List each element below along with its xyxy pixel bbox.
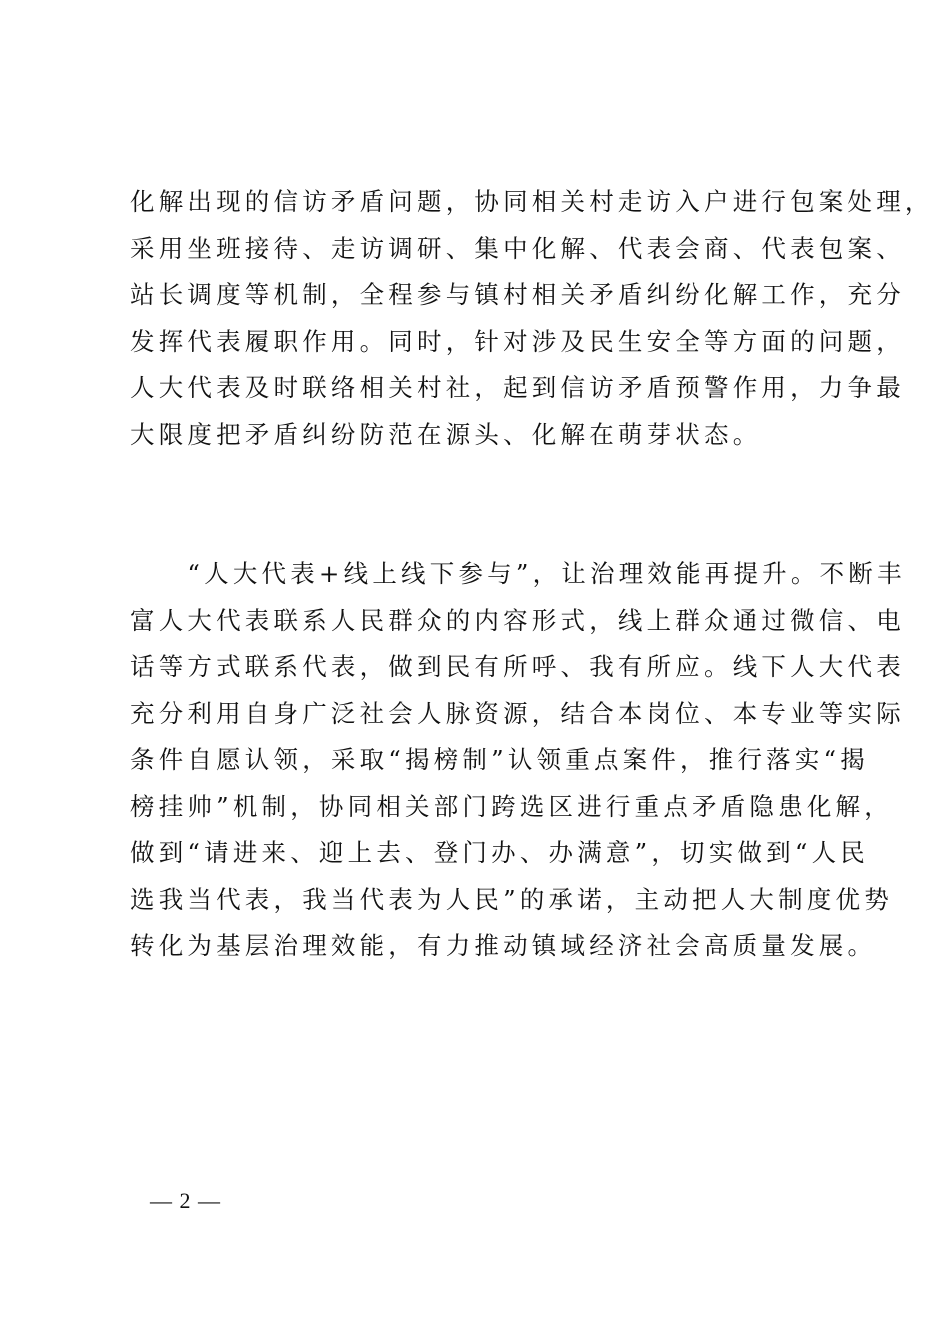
- page-number: — 2 —: [150, 1188, 221, 1213]
- paragraph-line: 富人大代表联系人民群众的内容形式，线上群众通过微信、电: [130, 605, 905, 635]
- paragraph-line: “人大代表+线上线下参与”，让治理效能再提升。不断丰: [130, 559, 906, 588]
- paragraph-line: 采用坐班接待、走访调研、集中化解、代表会商、代表包案、: [130, 233, 905, 263]
- paragraph-line: 发挥代表履职作用。同时，针对涉及民生安全等方面的问题，: [130, 326, 905, 356]
- paragraph-line: 大限度把矛盾纠纷防范在源头、化解在萌芽状态。: [130, 419, 762, 449]
- paragraph-line: 充分利用自身广泛社会人脉资源，结合本岗位、本专业等实际: [130, 698, 905, 728]
- paragraph-line: 人大代表及时联络相关村社，起到信访矛盾预警作用，力争最: [130, 373, 905, 402]
- paragraph-line: 做到“请进来、迎上去、登门办、办满意”，切实做到“人民: [130, 838, 869, 867]
- paragraph-line: 转化为基层治理效能，有力推动镇域经济社会高质量发展。: [130, 931, 877, 960]
- paragraph-line: 化解出现的信访矛盾问题，协同相关村走访入户进行包案处理，: [130, 187, 934, 216]
- paragraph-line: 话等方式联系代表，做到民有所呼、我有所应。线下人大代表: [130, 652, 905, 681]
- paragraph-1: [130, 179, 934, 458]
- paragraph-2: [130, 551, 906, 970]
- paragraph-line: 选我当代表，我当代表为人民”的承诺，主动把人大制度优势: [130, 884, 893, 914]
- paragraph-line: 条件自愿认领，采取“揭榜制”认领重点案件，推行落实“揭: [130, 745, 869, 774]
- paragraph-line: 站长调度等机制，全程参与镇村相关矛盾纠纷化解工作，充分: [130, 280, 905, 309]
- paragraph-line: 榜挂帅”机制，协同相关部门跨选区进行重点矛盾隐患化解，: [130, 791, 893, 821]
